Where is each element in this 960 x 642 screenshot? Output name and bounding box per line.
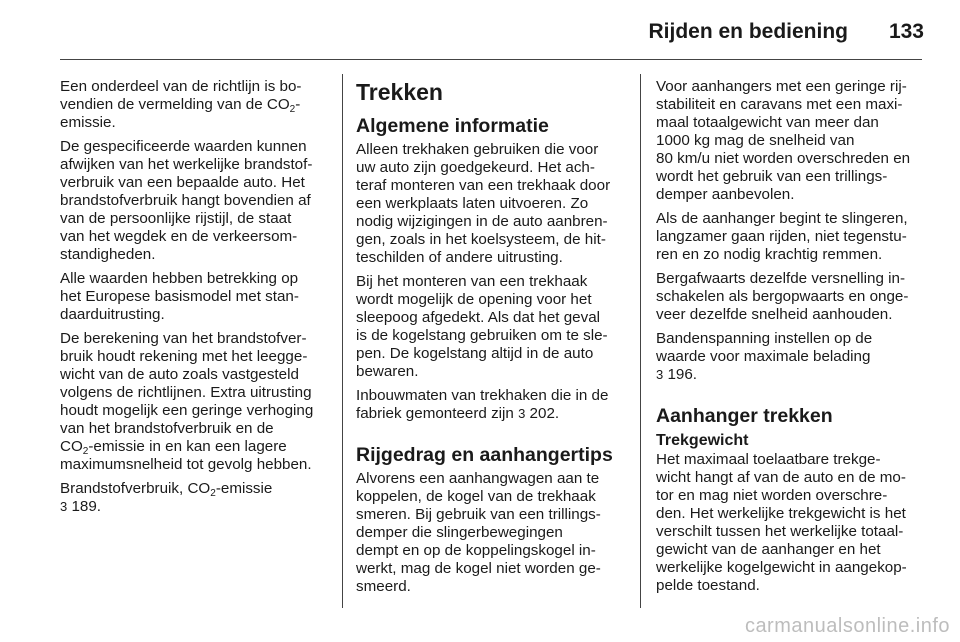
paragraph-approved-towbars: Alleen trekhaken gebruiken die voor uw auto zijn goedgekeurd. Het ach- teraf monteren van een trekhaak door een werkplaats laten uitvoeren. Zo nodig wijzigingen in de auto aanbren- gen, zoals in het koelsysteem, de hit- teschilden of andere uitrusting. (356, 141, 611, 266)
paragraph-calculation: De berekening van het brandstofver- bruik houdt rekening met het leegge- wicht van de auto zoals vastgesteld volgens de richtlijnen. Extra uitrusting houdt mogelijk een geringe verhoging van het brandstofverbruik en de $CO_2$-emissie in en kan een lagere maximumsnelheid tot gevolg hebben. (60, 330, 314, 473)
reference-arrow-icon: 3 (60, 499, 68, 514)
paragraph-trailer-swaying: Als de aanhanger begint te slingeren, langzamer gaan rijden, niet tegenstu- ren en zo nodig krachtig remmen. (656, 210, 908, 263)
page-reference-link[interactable]: 3 202. (518, 405, 560, 422)
page-reference-link[interactable]: 3 196. (656, 366, 698, 383)
watermark: carmanualsonline.info (744, 615, 950, 637)
paragraph-mounting-towbar: Bij het monteren van een trekhaak wordt mogelijk de opening voor het sleepoog afgedekt. Als dat het geval is de kogelstang gebruiken om te sle- pen. De kogelstang altijd in de auto bewaren. (356, 273, 608, 380)
header-rule (60, 59, 922, 60)
paragraph-co2-directive: Een onderdeel van de richtlijn is bo- vendien de vermelding van de $CO_2-$ emissie. (60, 78, 302, 131)
section-heading-trekken: Trekken (356, 79, 443, 105)
paragraph-mounting-dimensions: Inbouwmaten van trekhaken die in de fabriek gemonteerd zijn 3 202. (356, 387, 609, 422)
paragraph-specified-values: De gespecificeerde waarden kunnen afwijken van het werkelijke brandstof- verbruik van een bepaalde auto. Het brandstofverbruik hangt bovendien af van de persoonlijke rijstijl, de staat van het wegdek en de verkeersom- standigheden. (60, 138, 313, 263)
paragraph-trailer-stability: Voor aanhangers met een geringe rij- stabiliteit en caravans met een maxi- maal totaalgewicht van meer dan 1000 kg mag de snelheid van 80 km/u niet worden overschreden en wordt het gebruik van een trillings- demper aanbevolen. (656, 78, 911, 203)
cross-reference-fuel-consumption: Brandstofverbruik, $CO_2$-emissie 3 189. (60, 480, 326, 516)
paragraph-towing-weight: Het maximaal toelaatbare trekge- wicht hangt af van de auto en de mo- tor en mag niet worden overschre- den. Het werkelijke trekgewicht is het verschilt tussen het werkelijke totaal- gewicht van de aanhanger en het werkelijke kogelgewicht in aangekop- pelde toestand. (656, 451, 907, 594)
running-header-title: Rijden en bediening (648, 20, 848, 43)
column-divider-2 (640, 74, 641, 608)
reference-arrow-icon: 3 (518, 406, 526, 421)
column-3 (656, 78, 924, 601)
reference-arrow-icon: 3 (656, 367, 664, 382)
page-reference-link[interactable]: 3 189. (60, 498, 102, 515)
column-2 (356, 78, 624, 602)
column-1 (60, 78, 326, 522)
subheading-general-info: Algemene informatie (356, 115, 549, 137)
column-divider-1 (342, 74, 343, 608)
page-number: 133 (888, 20, 924, 43)
subheading-trailer-towing: Aanhanger trekken (656, 405, 833, 427)
subheading-towing-weight: Trekgewicht (656, 432, 749, 449)
paragraph-tyre-pressure: Bandenspanning instellen op de waarde voor maximale belading 3 196. (656, 330, 924, 384)
subheading-driving-tips: Rijgedrag en aanhangertips (356, 444, 613, 466)
paragraph-european-model: Alle waarden hebben betrekking op het Europese basismodel met stan- daarduitrusting. (60, 270, 299, 323)
paragraph-downhill: Bergafwaarts dezelfde versnelling in- schakelen als bergopwaarts en onge- veer dezelfde snelheid aanhouden. (656, 270, 909, 323)
paragraph-greasing-ball: Alvorens een aanhangwagen aan te koppelen, de kogel van de trekhaak smeren. Bij gebruik van een trillings- demper die slingerbewegingen dempt en op de koppelingskogel in- werkt, mag de kogel niet worden ge- smeerd. (356, 470, 601, 595)
